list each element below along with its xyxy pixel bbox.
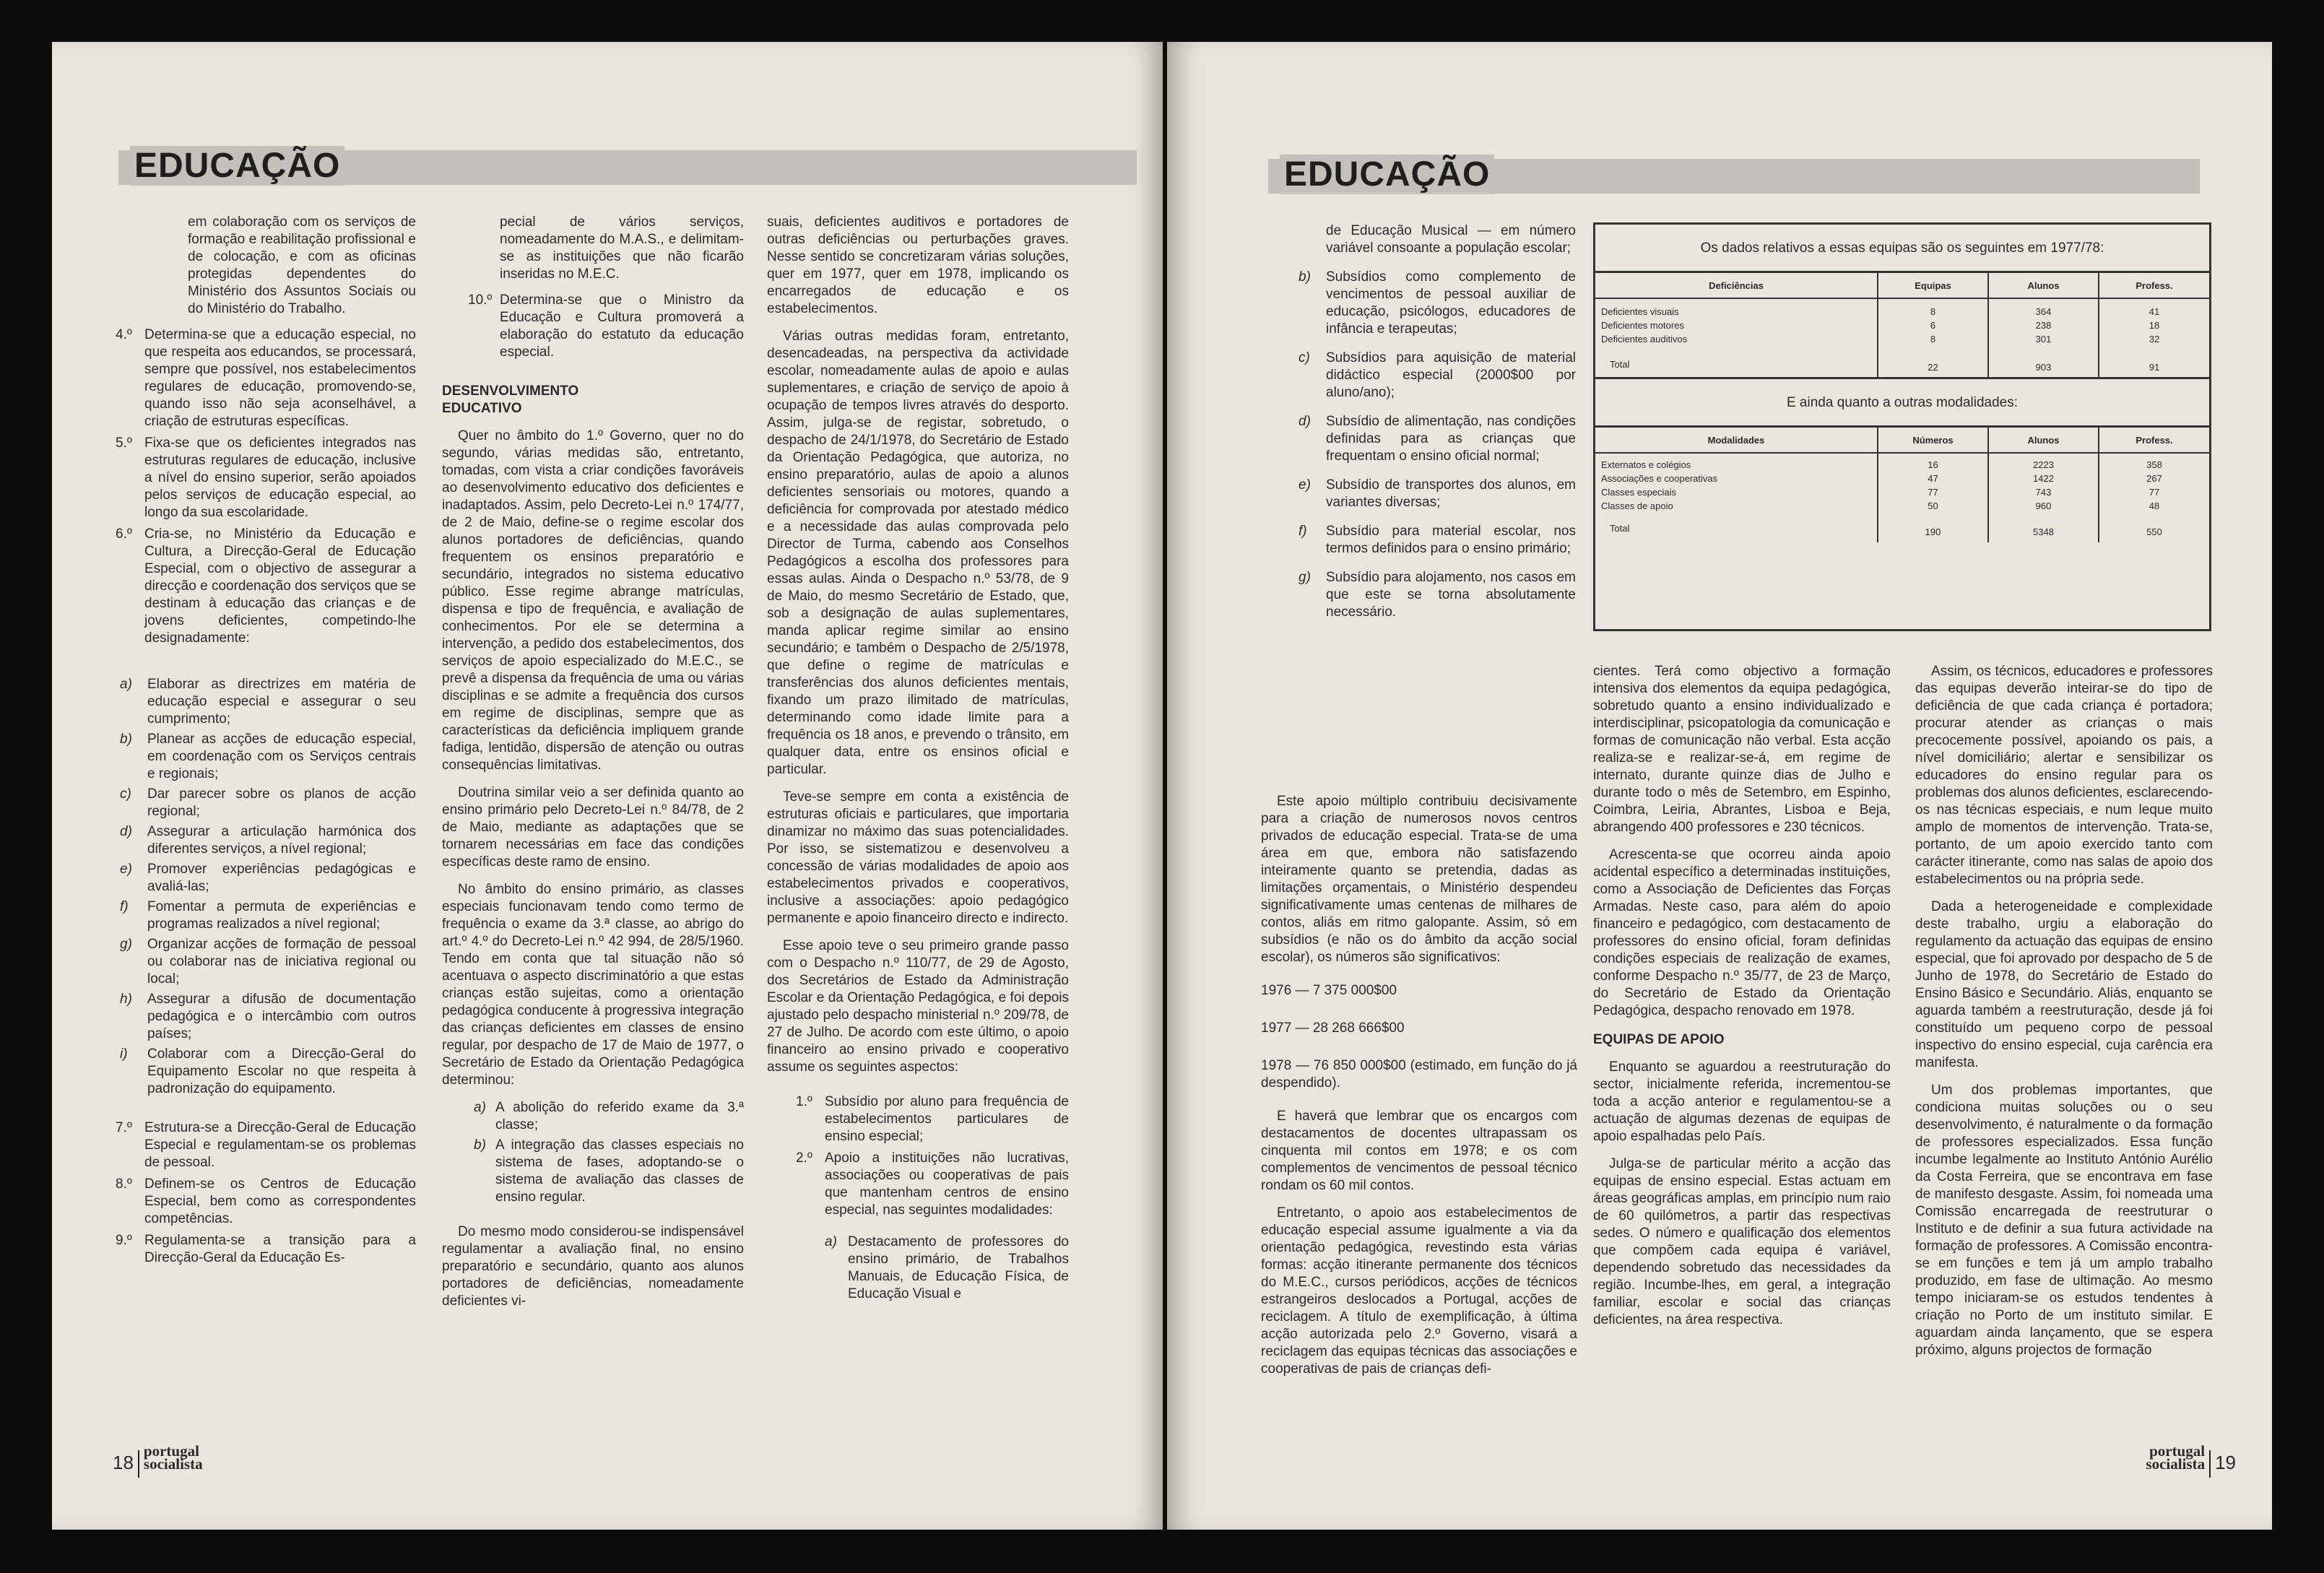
sub-item [1294,350,1576,402]
table-cell: 301 [1988,332,2099,346]
section-band [1268,155,2200,194]
figure-1977: 1977 — 28 268 666$00 [1261,1020,1405,1036]
sub-item [1294,413,1576,465]
item-text: Determina-se que o Ministro da Educação e Cultura promoverá a elaboração do estatuto da educação especial. [500,292,744,360]
table-cell: 8 [1878,332,1988,346]
figure-1978: 1978 — 76 850 000$00 (estimado, em função do já despendido). [1261,1058,1577,1091]
table-row [1595,499,2209,513]
table-cell: 47 [1878,472,1988,485]
list-item [116,1119,416,1171]
table-cell: 91 [2099,346,2209,377]
table-total-row [1595,346,2209,377]
brand-logo [2146,1442,2206,1473]
right-column-1-bottom [1261,793,1577,1388]
right-page [1167,42,2272,1530]
brand-top: portugal [143,1442,199,1460]
sub-item [116,898,416,933]
paragraph: Julga-se de particular mérito a acção das equipas de ensino especial. Estas actuam em áreas geográficas amplas, em princípio num raio de 60 quilómetros, a partir das respectivas sedes. O número e qualificação dos elementos que compõem cada equipa é variável, dependendo sobretudo das necessidades da região. Incumbe-lhes, em geral, a integração familiar, escolar e social das crianças deficientes, na área respectiva. [1593,1156,1891,1327]
list-item [116,1232,416,1267]
sub-text: Assegurar a difusão de documentação pedagógica e o intercâmbio com outros países; [147,992,416,1041]
sub-text: Assegurar a articulação harmónica dos diferentes serviços, a nível regional; [147,824,416,857]
page-footer [2146,1444,2236,1478]
table-cell: Classes de apoio [1601,500,1673,511]
sub-label: e) [1298,477,1311,493]
paragraph: Do mesmo modo considerou-se indispensável regulamentar a avaliação final, no ensino preparatório e secundário, quanto aos alunos portadores de deficiências, nomeadamente deficientes vi- [442,1224,744,1309]
table-cell: Total [1610,359,1630,370]
sub-item [116,991,416,1043]
paragraph: E haverá que lembrar que os encargos com destacamentos de docentes ultrapassam os cinquenta mil contos em 1978; e os com complementos de vencimentos de pessoal técnico rondam os 60 mil contos. [1261,1109,1577,1193]
item-text: Cria-se, no Ministério da Educação e Cultura, a Direcção-Geral de Educação Especial, com o objectivo de assegurar a direcção e coordenação dos serviços que se destinam à educação das crianças e de jovens deficientes, competindo-lhe designadamente: [144,526,417,646]
sub-label: h) [120,992,132,1007]
sub-item [116,786,416,820]
list-item [116,1176,416,1228]
table-cell: Deficientes auditivos [1601,334,1688,344]
divider [138,1450,139,1478]
item-label: 8.º [116,1176,132,1192]
sub-text: Planear as acções de educação especial, em coordenação com os Serviços centrais e regionais; [147,732,416,781]
table-cell: 960 [1988,499,2099,513]
paragraph: Doutrina similar veio a ser definida quanto ao ensino primário pelo Decreto-Lei n.º 84/78, de 2 de Maio, mediante as adaptações que se tornarem necessárias em face das condições específicas deste ramo de ensino. [442,785,744,870]
divider [2209,1450,2211,1478]
table-cell: 903 [1988,346,2099,377]
item-text: Definem-se os Centros de Educação Especial, bem como as correspondentes competências. [144,1176,416,1226]
page-number: 18 [113,1451,134,1473]
sub-text: Subsídio para alojamento, nos casos em que este se torna absolutamente necessário. [1326,570,1576,620]
item-label: 2.º [796,1150,812,1166]
column-header: Alunos [1988,428,2099,453]
sub-text: Elaborar as directrizes em matéria de educação especial e assegurar o seu cumprimento; [147,677,416,727]
table-cell: 77 [2099,485,2209,499]
table-cell: 267 [2099,472,2209,485]
sub-label: b) [474,1138,486,1153]
sub-item [116,676,416,728]
sub-text: Subsídio de transportes dos alunos, em variantes diversas; [1326,477,1576,510]
table-row [1595,332,2209,346]
sub-label: e) [120,862,132,877]
list-item [767,1093,1069,1145]
table-frame [1595,425,2209,542]
column-header: Números [1878,428,1988,453]
box-caption: E ainda quanto a outras modalidades: [1786,395,2019,410]
table-cell: 550 [2099,513,2209,542]
table-cell: 2223 [1988,453,2099,472]
list-item [116,526,416,647]
deficiencias-table [1595,273,2209,377]
table-cell: Classes especiais [1601,487,1677,498]
sub-item [442,1137,744,1206]
brand-logo [143,1442,203,1473]
table-cell: Deficientes motores [1601,320,1684,331]
right-column-1-top [1294,222,1576,624]
table-cell: 364 [1988,298,2099,318]
item-label: 4.º [116,327,132,342]
sub-item [116,936,416,988]
paragraph: pecial de vários serviços, nomeadamente do M.A.S., e delimitam-se as instituições que não ficarão inseridas no M.E.C. [500,214,744,282]
sub-label: a) [825,1234,837,1249]
table-cell: 5348 [1988,513,2099,542]
item-text: Regulamenta-se a transição para a Direcção-Geral da Educação Es- [144,1233,416,1265]
table-cell: Externatos e colégios [1601,459,1691,470]
table-cell: 77 [1878,485,1988,499]
paragraph: Este apoio múltiplo contribuiu decisivamente para a criação de numerosos novos centros privados de educação especial. Trata-se de uma área em que, embora não satisfazendo inteiramente quanto se pretendia, dadas as limitações orçamentais, o Ministério despendeu significativamente umas centenas de milhares de contos, aliás em ritmo galopante. Assim, só em subsídios (e não os do âmbito da acção social escolar), os números são significativos: [1261,794,1577,965]
item-label: 1.º [796,1094,812,1109]
sub-item [442,1099,744,1134]
sub-text: Promover experiências pedagógicas e avaliá-las; [147,862,416,894]
section-band [118,147,1137,185]
table-cell: 18 [2099,318,2209,332]
sub-item [116,861,416,896]
table-cell: 16 [1878,453,1988,472]
item-label: 9.º [116,1233,132,1248]
column-header: Equipas [1878,273,1988,298]
table-total-row [1595,513,2209,542]
sub-label: g) [1298,570,1311,585]
paragraph: Entretanto, o apoio aos estabelecimentos de educação especial assume igualmente a via da orientação pedagógica, revestindo esta várias formas: acção itinerante permanente dos técnicos do M.E.C., cursos periódicos, acções de técnicos estrangeiros deslocados a Portugal, acções de reciclagem. A título de exemplificação, à última acção autorizada pelo 2.º Governo, visará a reciclagem das equipas técnicas das associações e cooperativas de pais de crianças defi- [1261,1205,1577,1377]
sub-text: Subsídios como complemento de vencimentos de pessoal auxiliar de educação, psicólogos, educadores de infância e terapeutas; [1326,269,1576,337]
brand-bottom: socialista [2146,1455,2206,1473]
right-column-3 [1915,663,2213,1369]
table-row [1595,298,2209,318]
paragraph: Teve-se sempre em conta a existência de estruturas oficiais e particulares, que importaria dinamizar no máximo das suas potencialidades. Por isso, se sistematizou e desenvolveu a concessão de várias modalidades de apoio aos estabelecimentos privados e cooperativos, inclusive a associações: apoio pedagógico permanente e apoio financeiro directo e indirecto. [767,789,1069,926]
paragraph: Dada a heterogeneidade e complexidade deste trabalho, urgiu a elaboração do regulamento da actuação das equipas de ensino especial, que foi aprovado por despacho de 5 de Junho de 1978, do Secretário de Estado do Ensino Básico e Secundário. Aliás, enquanto se aguarda também a reestruturação, desde já foi constituído um pequeno corpo de pessoal inspectivo do ensino especial, cuja carência era manifesta. [1915,899,2213,1070]
list-item [767,1150,1069,1219]
paragraph: No âmbito do ensino primário, as classes especiais funcionavam tendo como termo de frequência o exame da 3.ª classe, ao abrigo do art.º 4.º do Decreto-Lei n.º 42 994, de 28/5/1960. Tendo em conta que tal situação não só acentuava o aspecto discriminatório a que estas crianças estão sujeitas, como a orientação pedagógica conducente à progressiva integração das crianças deficientes em classes de ensino regular, por despacho de 17 de Maio de 1977, o Secretário de Estado da Orientação Pedagógica determinou: [442,882,744,1088]
left-column-1 [116,214,416,1271]
figure-1976: 1976 — 7 375 000$00 [1261,983,1397,998]
table-cell: 32 [2099,332,2209,346]
sub-item [1294,569,1576,621]
column-header: Alunos [1988,273,2099,298]
table-row [1595,485,2209,499]
item-label: 6.º [116,526,132,542]
paragraph: Acrescenta-se que ocorreu ainda apoio acidental específico a determinadas instituições, como a Associação de Deficientes das Forças Armadas. Neste caso, para além do apoio financeiro e pedagógico, com destacamento de professores do ensino oficial, foram definidas condições especiais de realização de exames, conforme Despacho n.º 35/77, de 23 de Março, do Secretário de Estado da Orientação Pedagógica, despacho renovado em 1978. [1593,847,1891,1018]
sub-text: Destacamento de professores do ensino primário, de Trabalhos Manuais, de Educação Física, de Educação Visual e [848,1234,1069,1301]
table-cell: 6 [1878,318,1988,332]
table-row [1595,472,2209,485]
list-item [116,435,416,521]
sub-text: A integração das classes especiais no sistema de fases, adoptando-se o sistema de avaliação das classes de ensino regular. [495,1138,744,1205]
sub-item [116,731,416,783]
table-cell: 358 [2099,453,2209,472]
paragraph: Quer no âmbito do 1.º Governo, quer no do segundo, várias medidas são, entretanto, tomadas, com vista a criar condições favoráveis ao desenvolvimento educativo dos deficientes e inadaptados. Assim, pelo Decreto-Lei n.º 174/77, de 2 de Maio, define-se o regime escolar dos alunos portadores de deficiências, quando frequentem os ensinos preparatório e secundário, integrados no sistema educativo público. Esse regime abrange matrículas, dispensa e tipo de frequência, e avaliação de conhecimentos. Por ele se determina a intervenção, a pedido dos estabelecimentos, dos serviços de apoio especializado do M.E.C., se prevê a dispensa da frequência de uma ou várias disciplinas e se admite a frequência dos cursos em regime de disciplinas, sempre que as características da deficiência impliquem grande fadiga, lentidão, dispersão de atenção ou outras consequências limitativas. [442,428,744,773]
sub-label: c) [120,786,131,802]
left-column-3 [767,214,1069,1306]
table-cell: 50 [1878,499,1988,513]
data-box [1593,222,2211,631]
item-text: Apoio a instituições não lucrativas, associações ou cooperativas de pais que mantenham centros de ensino especial, nas seguintes modalidades: [825,1150,1069,1218]
column-header: Deficiências [1595,273,1878,298]
brand-top: portugal [2149,1442,2206,1460]
list-item [116,326,416,430]
sub-label: c) [1298,350,1310,365]
section-title: EDUCAÇÃO [1280,155,1494,194]
sub-text: Subsídio de alimentação, nas condições definidas para as crianças que frequentam o ensino oficial normal; [1326,414,1576,464]
item-text: Subsídio por aluno para frequência de estabelecimentos particulares de ensino especial; [825,1094,1069,1144]
column-header: Profess. [2099,273,2209,298]
sub-item [116,823,416,858]
sub-item [1294,477,1576,511]
paragraph: Assim, os técnicos, educadores e professores das equipas deverão inteirar-se do tipo de deficiência de que cada criança é portadora; procurar atender as crianças o mais precocemente possível, apoiando os pais, a nível domiciliário; alertar e sensibilizar os educadores do ensino regular para os problemas dos alunos deficientes, esclarecendo-os nas técnicas especiais, e num leque muito amplo de momentos de intervenção. Trata-se, portanto, de um apoio exercido tanto com carácter itinerante, como nas salas de apoio dos estabelecimentos ou na própria sede. [1915,664,2213,887]
paragraph: cientes. Terá como objectivo a formação intensiva dos elementos da equipa pedagógica, sobretudo quanto a ensino individualizado e interdisciplinar, psicopatologia da comunicação e formas de comunicação não verbal. Esta acção realiza-se e realizar-se-á, em regime de internato, durante quinze dias de Julho e durante todo o mês de Setembro, em Espinho, Coimbra, Leiria, Abrantes, Lisboa e Beja, abrangendo 400 professores e 230 técnicos. [1593,664,1891,835]
sub-label: f) [120,899,129,914]
table-cell: Total [1610,523,1630,534]
table-cell: 48 [2099,499,2209,513]
sub-item [116,1046,416,1098]
item-label: 7.º [116,1120,132,1135]
sub-text: Subsídios para aquisição de material didáctico especial (2000$00 por aluno/ano); [1326,350,1576,400]
table-cell: 238 [1988,318,2099,332]
section-heading: DESENVOLVIMENTO EDUCATIVO [442,384,579,416]
paragraph: Enquanto se aguardou a reestruturação do sector, inicialmente referida, incrementou-se toda a acção anterior e regulamentou-se a actuação de algumas dezenas de equipas de apoio espalhadas pelo País. [1593,1060,1891,1144]
sub-text: Fomentar a permuta de experiências e programas realizados a nível regional; [147,899,416,932]
sub-item [1294,523,1576,558]
table-cell: 190 [1878,513,1988,542]
item-text: Fixa-se que os deficientes integrados nas estruturas regulares de educação, inclusive a nível do ensino superior, serão apoiados pelos serviços de educação especial, ao longo da sua escolaridade. [144,436,416,520]
right-column-2 [1593,663,1891,1339]
section-title: EDUCAÇÃO [130,146,344,186]
paragraph: em colaboração com os serviços de formação e reabilitação profissional e de colocação, e com as oficinas protegidas dependentes do Ministério dos Assuntos Sociais ou do Ministério do Trabalho. [188,214,416,316]
sub-label: b) [1298,269,1311,285]
paragraph: Várias outras medidas foram, entretanto, desencadeadas, na perspectiva da actividade escolar, nomeadamente aulas de apoio e aulas suplementares, e criação de serviço de apoio à ocupação de tempos livres através do desporto. Assim, julga-se de registar, sobretudo, o despacho de 24/1/1978, do Secretário de Estado da Orientação Pedagógica, que autoriza, no ensino preparatório, aulas de apoio a alunos deficientes sensoriais ou motores, quando a deficiência for comprovada por atestado médico e a necessidade das aulas comprovada pelo Director de Turma, cabendo aos Conselhos Pedagógicos a escolha dos professores para essas aulas. Ainda o Despacho n.º 53/78, de 9 de Maio, do mesmo Secretário de Estado, que, sob a designação de aulas suplementares, manda aplicar regime similar ao ensino secundário; e também o Despacho de 2/5/1978, que define o regime de matrículas e transferências dos alunos deficientes mentais, fixando um prazo ilimitado de matrículas, determinando como idade limite para a frequência os 18 anos, e prevendo o trânsito, em qualquer data, entre os ensinos oficial e particular. [767,329,1069,777]
table-cell: 8 [1878,298,1988,318]
table-cell: 1422 [1988,472,2099,485]
sub-label: b) [120,732,132,747]
paragraph: Um dos problemas importantes, que condiciona muitas soluções ou o seu desenvolvimento, é naturalmente o da formação de professores especializados. Essa função incumbe legalmente ao Instituto António Aurélio da Costa Ferreira, que se encontrava em fase de manifesto desgaste. Assim, foi nomeada uma Comissão encarregada de reestruturar o Instituto e de definir a sua futura actividade na formação de professores. A Comissão encontra-se em funções e tem já um amplo trabalho produzido, em fase de ultimação. Ao mesmo tempo iniciaram-se os estudos tendentes à criação no Porto de um instituto similar. E aguardam ainda lançamento, que se espera próximo, alguns projectos de formação [1915,1083,2213,1358]
table-cell: 743 [1988,485,2099,499]
sub-text: Organizar acções de formação de pessoal ou colaborar nas de iniciativa regional ou local; [147,937,416,987]
table-cell: Associações e cooperativas [1601,473,1718,484]
sub-item [767,1234,1069,1303]
sub-label: i) [120,1046,128,1062]
paragraph: suais, deficientes auditivos e portadores de outras deficiências ou perturbações graves. Nesse sentido se concretizaram várias soluções, quer em 1977, quer em 1978, implicando os encarregados de educação e os estabelecimentos. [767,214,1069,316]
table-cell: Deficientes visuais [1601,306,1679,317]
paragraph: de Educação Musical — em número variável consoante a população escolar; [1326,223,1576,256]
brand-bottom: socialista [143,1455,203,1473]
page-footer [113,1444,203,1478]
modalidades-table [1595,428,2209,542]
table-frame [1595,271,2209,379]
column-header: Modalidades [1595,428,1878,453]
section-heading: EQUIPAS DE APOIO [1593,1032,1725,1047]
table-cell: 41 [2099,298,2209,318]
table-cell: 22 [1878,346,1988,377]
sub-text: A abolição do referido exame da 3.ª classe; [495,1100,744,1132]
paragraph: Esse apoio teve o seu primeiro grande passo com o Despacho n.º 110/77, de 29 de Agosto, dos Secretários de Estado da Administração Escolar e da Orientação Pedagógica, e foi depois ajustado pelo despacho ministerial n.º 209/78, de 27 de Julho. De acordo com este último, o apoio financeiro ao ensino privado e cooperativo assume os seguintes aspectos: [767,938,1069,1075]
item-label: 5.º [116,436,132,451]
left-page [52,42,1163,1530]
page-number: 19 [2215,1451,2236,1473]
sub-text: Subsídio para material escolar, nos termos definidos para o ensino primário; [1326,524,1576,556]
sub-text: Colaborar com a Direcção-Geral do Equipamento Escolar no que respeita à padronização do equipamento. [147,1046,416,1096]
item-text: Determina-se que a educação especial, no que respeita aos educandos, se processará, sempre que possível, nos estabelecimentos regulares de educação, promovendo-se, quando isso não seja aconselhável, a criação de estruturas específicas. [144,327,416,429]
sub-label: d) [1298,414,1311,429]
column-header: Profess. [2099,428,2209,453]
table-row [1595,453,2209,472]
left-column-2 [442,214,744,1320]
sub-label: d) [120,824,132,839]
sub-item [1294,269,1576,338]
sub-label: g) [120,937,132,952]
sub-label: a) [474,1100,486,1115]
item-text: Estrutura-se a Direcção-Geral de Educação Especial e regulamentam-se os problemas de pessoal. [144,1120,416,1170]
sub-label: f) [1298,524,1307,539]
list-item [442,292,744,361]
table-row [1595,318,2209,332]
sub-label: a) [120,677,132,692]
box-caption: Os dados relativos a essas equipas são os seguintes em 1977/78: [1700,240,2104,256]
sub-text: Dar parecer sobre os planos de acção regional; [147,786,416,819]
item-label: 10.º [468,292,493,308]
